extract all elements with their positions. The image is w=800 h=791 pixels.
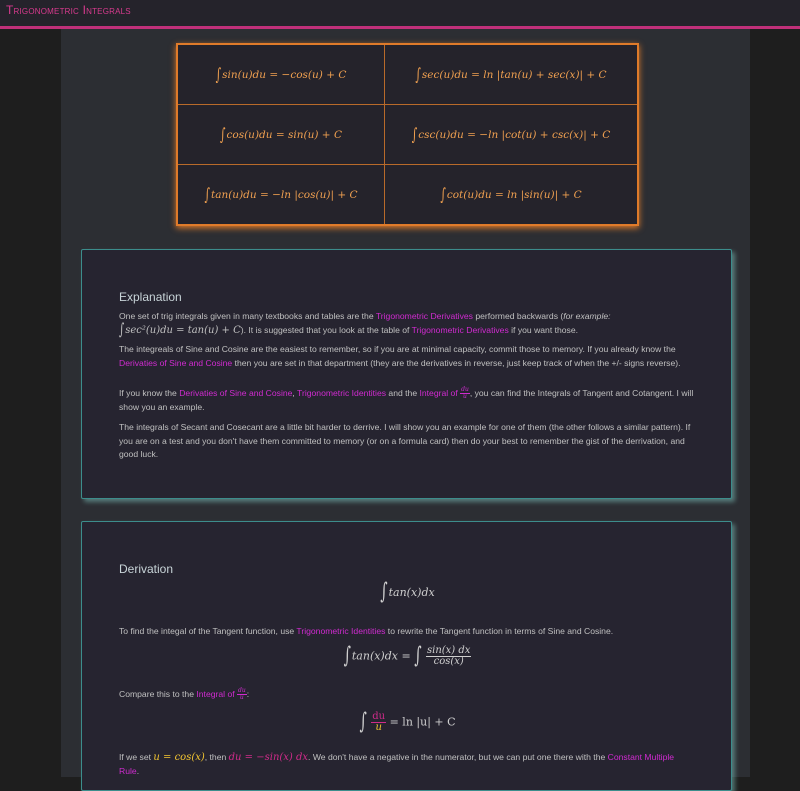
explanation-paragraph: The integrals of Secant and Cosecant are a little bit harder to derrive. I will show you an example for one of them (the other follows a similar pattern). If you are on a test and you don't have them committed to memory (or on a formula card) then do your best to remember the gist of the derrivation, and good luck.	[119, 422, 691, 459]
equation: ∫ $\frac{du}{u}$ = ln |u| + C	[359, 708, 456, 735]
trig-integrals-table	[176, 43, 639, 226]
link-derivatives-sine-cosine[interactable]: Derivaties of Sine and Cosine	[119, 357, 233, 368]
equation: ∫tan(x)dx	[380, 579, 435, 605]
derivation-card	[81, 521, 732, 791]
link-trig-derivatives[interactable]: Trigonometric Derivatives	[375, 311, 473, 321]
derivation-paragraph: Compare this to the Integral of $\frac{du}{u}$ :	[119, 687, 250, 702]
link-trig-identities[interactable]: Trigonometric Identities	[296, 626, 386, 636]
link-integral-du-u[interactable]: Integral of $\frac{du}{u}$	[419, 386, 469, 401]
explanation-card	[81, 249, 732, 499]
explanation-paragraph: The integreals of Sine and Cosine are the easiest to remember, so if you are at minimal capacity, commit those to memory. If you already know the Derivaties of Sine and Cosine then you are set in that department (they are the derivatives in reverse, just keep track of when the +/- signs reverse).	[119, 344, 681, 368]
table-cell: ∫ cot(u)du = ln |sin(u)| + C	[440, 185, 582, 205]
table-cell: ∫ sin(u)du = −cos(u) + C	[215, 65, 347, 85]
explanation-heading: Explanation	[119, 290, 182, 304]
table-cell: ∫ csc(u)du = −ln |cot(u) + csc(x)| + C	[411, 125, 611, 145]
derivation-paragraph: If we set u = cos(x), then du = −sin(x) dx. We don't have a negative in the numerator, but we can put one there with the Constant Multiple Rule.	[119, 752, 675, 776]
explanation-paragraph: If you know the Derivaties of Sine and Cosine, Trigonometric Identities and the Integral of $\frac{du}{u}$ , you can find the Integrals of Tangent and Cotangent. I will show you an example.	[119, 386, 694, 412]
link-constant-multiple-rule[interactable]: Constant Multiple Rule	[119, 752, 675, 776]
table-cell: ∫ cos(u)du = sin(u) + C	[220, 125, 342, 145]
link-derivatives-sine-cosine[interactable]: Derivaties of Sine and Cosine	[179, 388, 293, 398]
equation: ∫tan(x)dx = ∫ $\frac{\sin(x) dx}{\cos(x)}$	[343, 642, 471, 669]
table-cell: ∫ tan(u)du = −ln |cos(u)| + C	[204, 185, 358, 205]
link-trig-derivatives[interactable]: Trigonometric Derivatives	[411, 324, 509, 335]
site-title[interactable]: Trigonometric Integrals	[6, 3, 131, 17]
top-bar	[0, 0, 800, 29]
derivation-paragraph: To find the integal of the Tangent function, use Trigonometric Identities to rewrite the Tangent function in terms of Sine and Cosine.	[119, 626, 614, 636]
main-content	[61, 29, 750, 777]
table-cell: ∫ sec(u)du = ln |tan(u) + sec(x)| + C	[415, 65, 607, 85]
derivation-heading: Derivation	[119, 562, 174, 576]
explanation-paragraph: One set of trig integrals given in many textbooks and tables are the Trigonometric Derivatives performed backwards (for example: ∫sec²(u)du = tan(u) + C). It is suggested that you look at the table of Trigonometric Derivatives if you want those.	[119, 311, 611, 339]
link-trig-identities[interactable]: Trigonometric Identities	[297, 388, 387, 398]
link-integral-du-u[interactable]: Integral of $\frac{du}{u}$	[196, 687, 246, 702]
